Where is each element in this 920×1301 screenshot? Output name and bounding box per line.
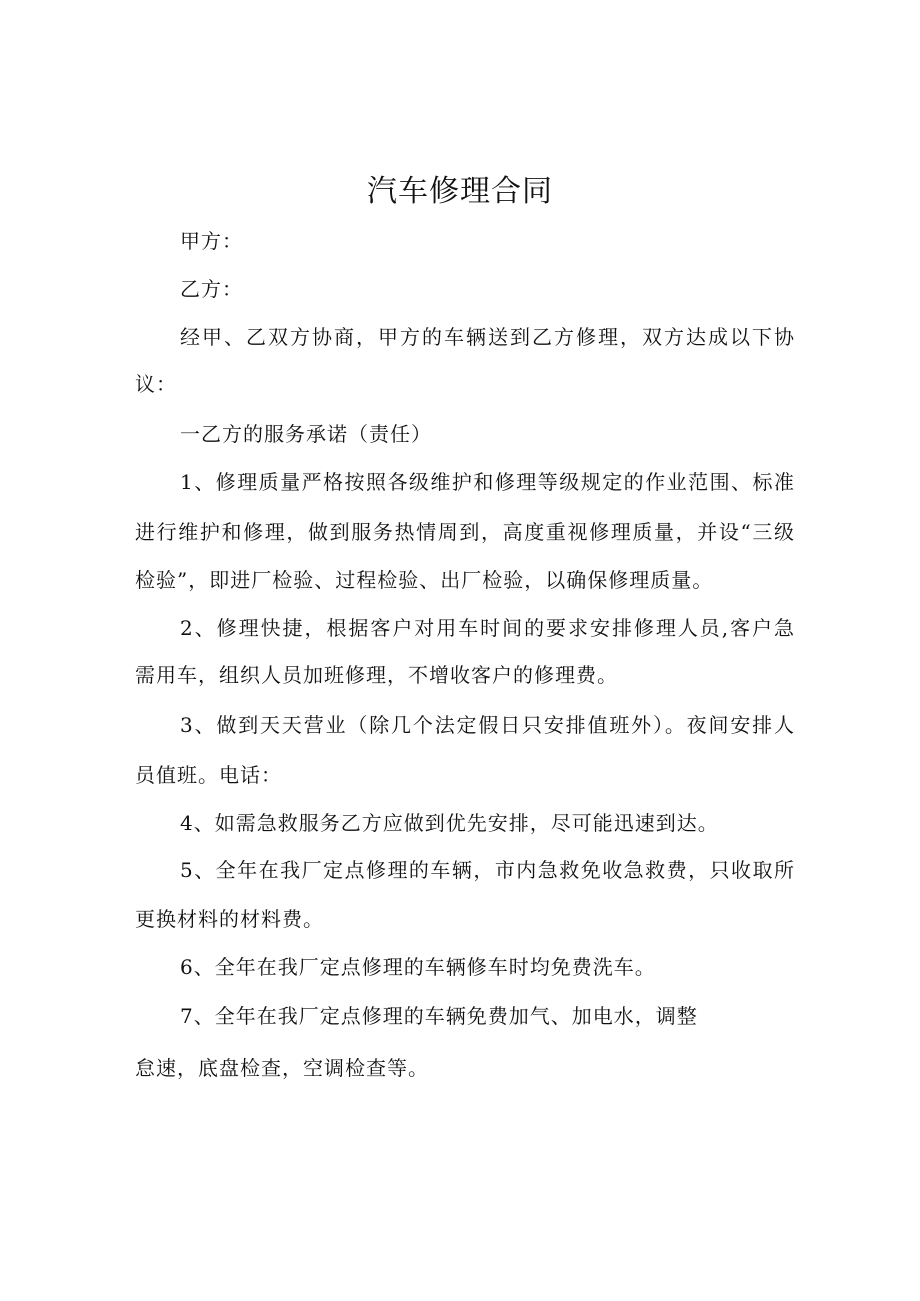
- item-4-line-1: 4、如需急救服务乙方应做到优先安排，尽可能迅速到达。: [180, 811, 719, 835]
- item-1-line-1: 1、修理质量严格按照各级维护和修理等级规定的作业范围、标准: [180, 470, 795, 494]
- item-3-line-2: 员值班。电话：: [135, 763, 282, 787]
- party-b-label: 乙方：: [180, 277, 243, 301]
- intro-paragraph-line-1: 经甲、乙双方协商，甲方的车辆送到乙方修理，双方达成以下协: [180, 325, 795, 349]
- item-3-line-1: 3、做到天天营业（除几个法定假日只安排值班外）。夜间安排人: [180, 713, 795, 737]
- item-6-line-1: 6、全年在我厂定点修理的车辆修车时均免费洗车。: [180, 955, 656, 979]
- item-1-line-2: 进行维护和修理，做到服务热情周到，高度重视修理质量，并设“三级: [135, 520, 795, 544]
- item-7-line-1: 7、全年在我厂定点修理的车辆免费加气、加电水，调整: [180, 1004, 698, 1028]
- intro-paragraph-line-2: 议：: [135, 372, 177, 396]
- document-title: 汽车修理合同: [367, 174, 553, 209]
- item-1-line-3: 检验”，即进厂检验、过程检验、出厂检验，以确保修理质量。: [135, 568, 714, 592]
- section-heading-service-commitment: 一乙方的服务承诺（责任）: [180, 422, 432, 446]
- item-5-line-2: 更换材料的材料费。: [135, 907, 324, 931]
- party-a-label: 甲方：: [180, 229, 243, 253]
- item-2-line-2: 需用车，组织人员加班修理，不增收客户的修理费。: [135, 663, 618, 687]
- item-2-line-1: 2、修理快捷，根据客户对用车时间的要求安排修理人员,客户急: [180, 616, 795, 640]
- item-7-line-2: 怠速，底盘检查，空调检查等。: [135, 1056, 429, 1080]
- item-5-line-1: 5、全年在我厂定点修理的车辆，市内急救免收急救费，只收取所: [180, 858, 795, 882]
